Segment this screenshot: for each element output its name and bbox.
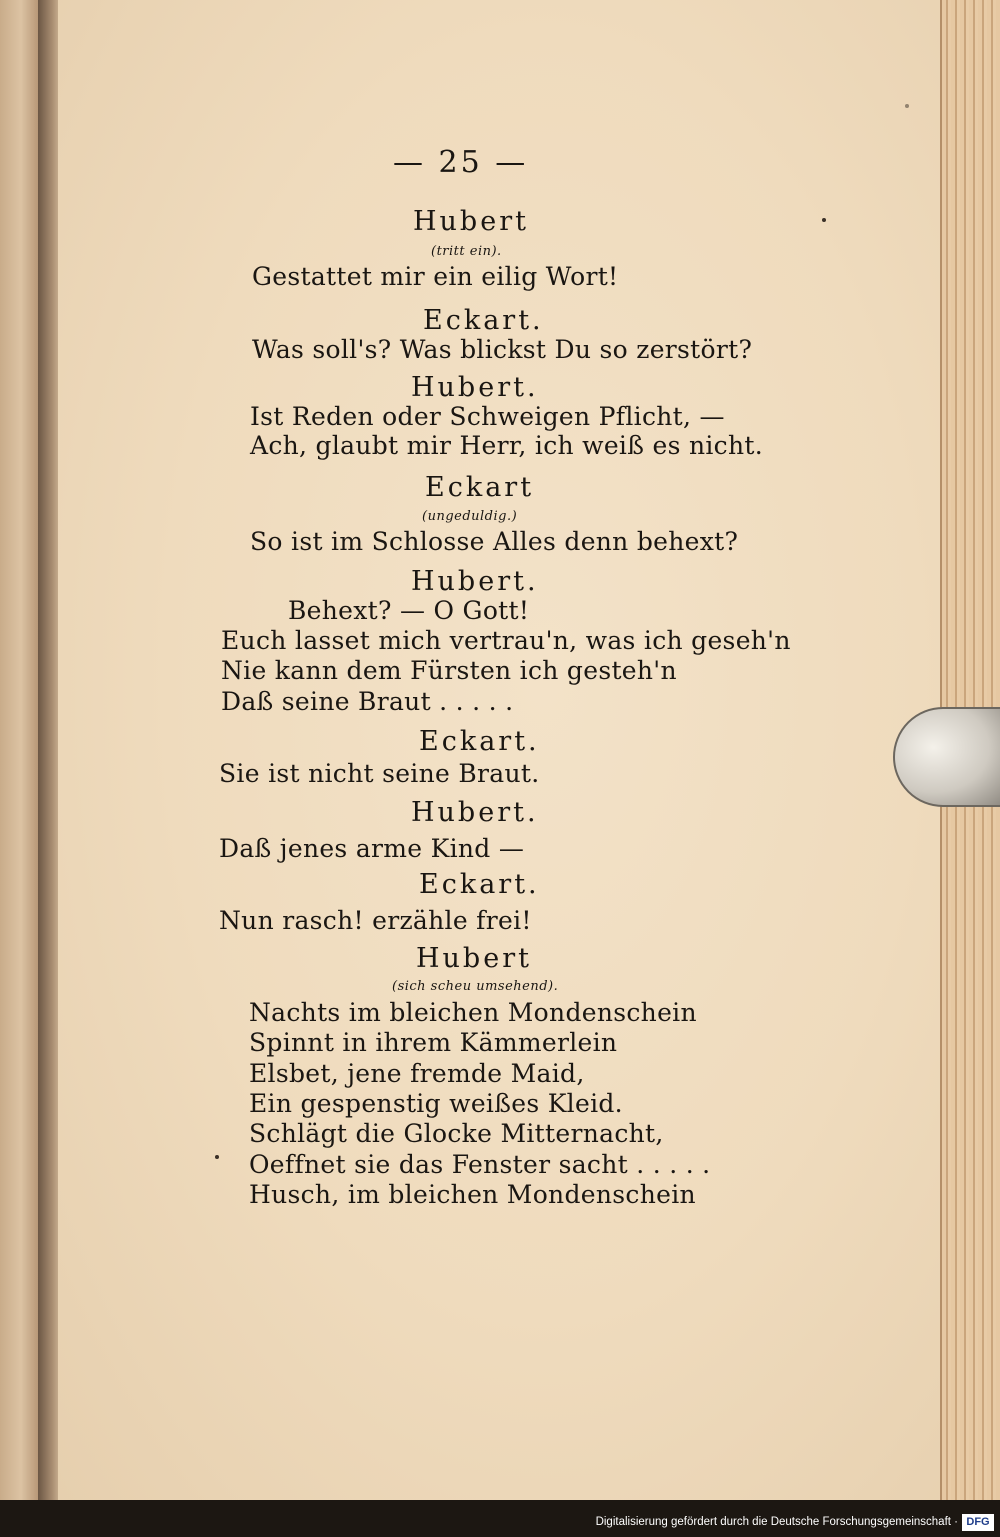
- speaker-hubert-2: Hubert.: [411, 372, 539, 403]
- verse-line-18: Oeffnet sie das Fenster sacht . . . . .: [249, 1150, 711, 1179]
- paper-speck: [215, 1155, 219, 1159]
- verse-line-10: Sie ist nicht seine Braut.: [219, 759, 540, 788]
- stage-direction-1: (tritt ein).: [431, 244, 502, 259]
- speaker-eckart-3: Eckart.: [419, 726, 540, 757]
- verse-line-7: Euch lasset mich vertrau'n, was ich geseh'n: [221, 626, 791, 655]
- page-number: — 25 —: [393, 145, 529, 180]
- speaker-hubert-4: Hubert.: [411, 797, 539, 828]
- verse-line-4: Ach, glaubt mir Herr, ich weiß es nicht.: [250, 431, 763, 460]
- verse-line-1: Gestattet mir ein eilig Wort!: [252, 262, 619, 291]
- verse-line-9: Daß seine Braut . . . . .: [221, 687, 514, 716]
- paper-speck: [822, 218, 826, 222]
- verse-line-19: Husch, im bleichen Mondenschein: [249, 1180, 696, 1209]
- page-clip-icon: [893, 707, 1000, 807]
- verse-line-6: Behext? — O Gott!: [288, 596, 530, 625]
- facing-page-edge: [0, 0, 41, 1500]
- speaker-hubert-5: Hubert: [416, 943, 532, 974]
- stage-direction-2: (ungeduldig.): [422, 509, 518, 524]
- dfg-credit-text: Digitalisierung gefördert durch die Deutsche Forschungsgemeinschaft ·: [595, 1516, 958, 1528]
- verse-line-5: So ist im Schlosse Alles denn behext?: [250, 527, 739, 556]
- verse-line-3: Ist Reden oder Schweigen Pflicht, —: [250, 402, 725, 431]
- paper-speck: [905, 104, 909, 108]
- verse-line-16: Ein gespenstig weißes Kleid.: [249, 1089, 623, 1118]
- verse-line-8: Nie kann dem Fürsten ich gesteh'n: [221, 656, 677, 685]
- digitization-footer: [0, 1511, 1000, 1537]
- speaker-hubert-3: Hubert.: [411, 566, 539, 597]
- speaker-eckart-4: Eckart.: [419, 869, 540, 900]
- verse-line-14: Spinnt in ihrem Kämmerlein: [249, 1028, 618, 1057]
- speaker-eckart-2: Eckart: [425, 472, 535, 503]
- verse-line-11: Daß jenes arme Kind —: [219, 834, 525, 863]
- verse-line-2: Was soll's? Was blickst Du so zerstört?: [252, 335, 753, 364]
- dfg-logo-icon: DFG: [962, 1514, 994, 1531]
- verse-line-15: Elsbet, jene fremde Maid,: [249, 1059, 585, 1088]
- stage-direction-3: (sich scheu umsehend).: [392, 979, 559, 994]
- speaker-hubert-1: Hubert: [413, 206, 529, 237]
- verse-line-12: Nun rasch! erzähle frei!: [219, 906, 532, 935]
- verse-line-13: Nachts im bleichen Mondenschein: [249, 998, 697, 1027]
- speaker-eckart-1: Eckart.: [423, 305, 544, 336]
- verse-line-17: Schlägt die Glocke Mitternacht,: [249, 1119, 664, 1148]
